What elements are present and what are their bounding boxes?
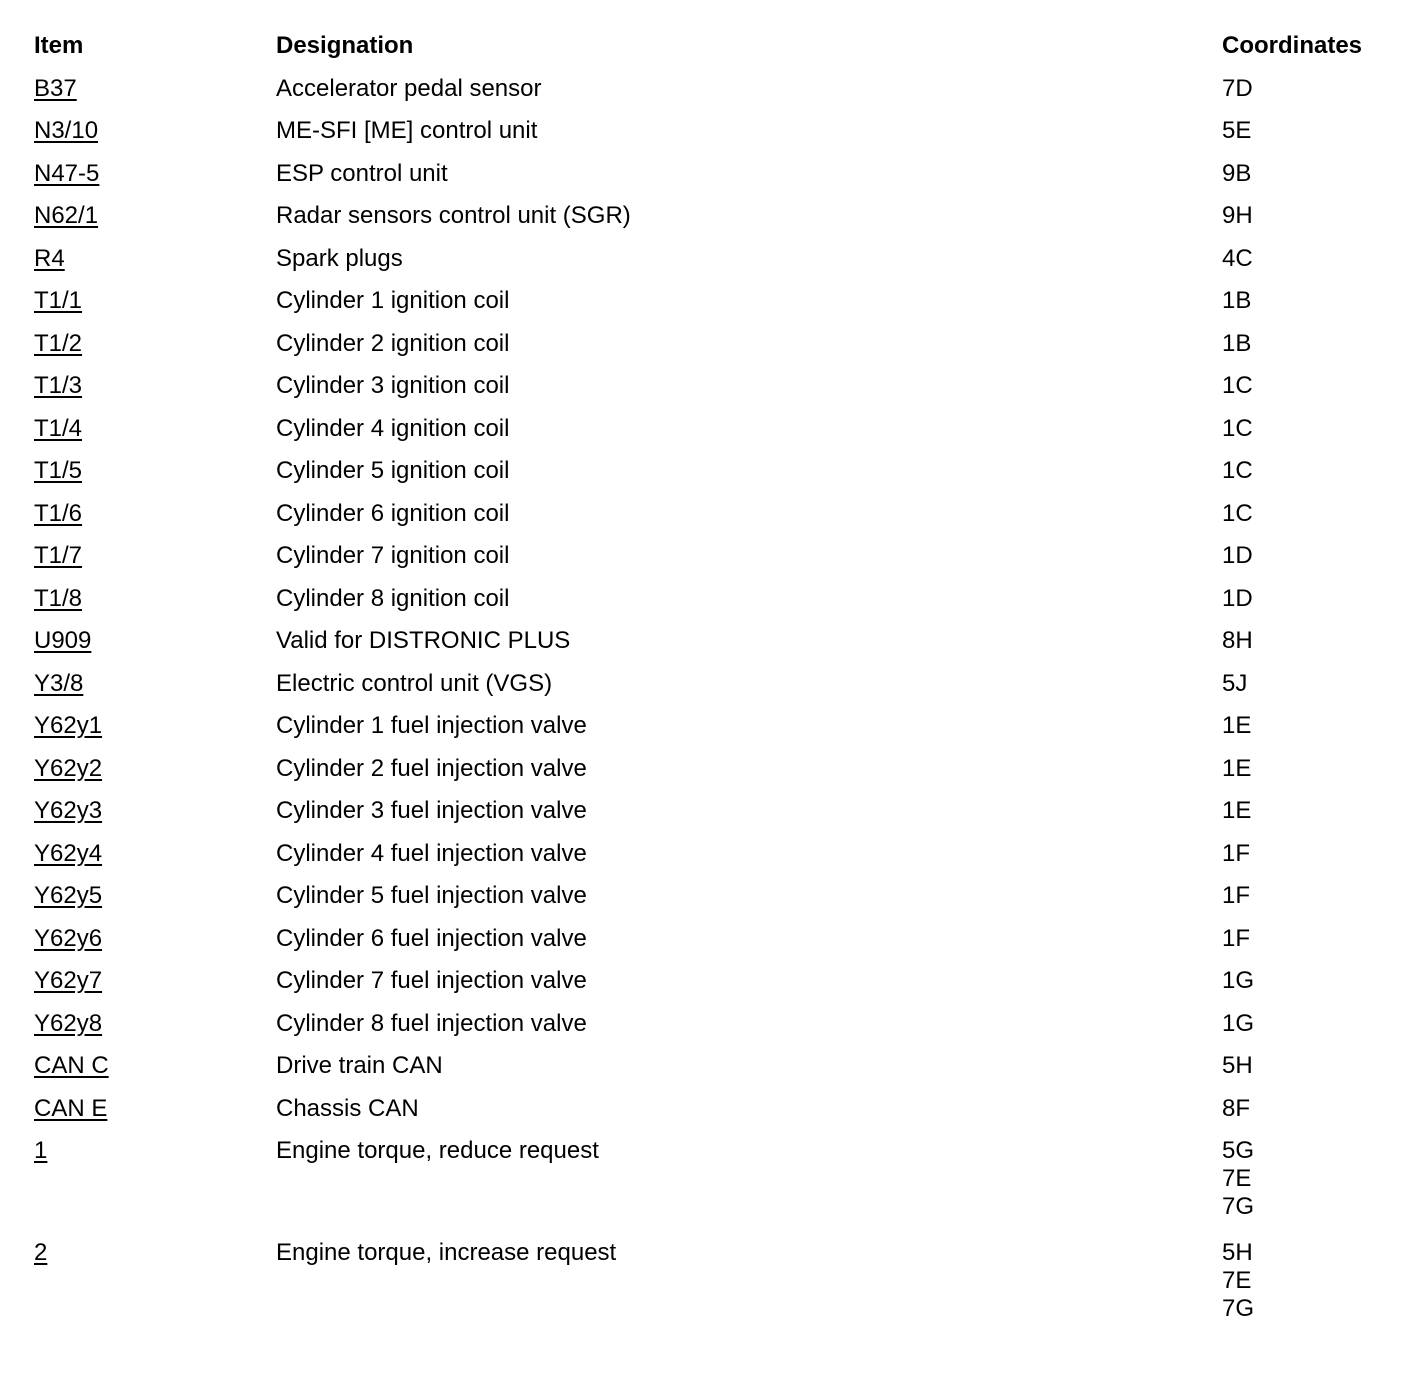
coordinate-value: 5G	[1222, 1137, 1255, 1164]
designation-cell: Cylinder 5 fuel injection valve	[276, 882, 587, 909]
item-cell	[34, 581, 276, 613]
table-row	[34, 666, 1384, 709]
item-link[interactable]: Y62y5	[34, 882, 103, 909]
table-row	[34, 751, 1384, 794]
item-cell	[34, 283, 276, 315]
coordinate-value: 1E	[1222, 797, 1252, 824]
item-cell	[34, 708, 276, 740]
item-cell	[34, 921, 276, 953]
item-link[interactable]: Y62y3	[34, 797, 103, 824]
table-row	[34, 1048, 1384, 1091]
designation-cell: Chassis CAN	[276, 1094, 419, 1122]
item-link[interactable]: U909	[34, 627, 92, 654]
item-link[interactable]: Y62y7	[34, 967, 103, 994]
table-row	[34, 836, 1384, 879]
coordinate-value: 1G	[1222, 967, 1255, 994]
coordinates-cell	[1222, 368, 1384, 400]
coordinates-cell	[1222, 198, 1384, 230]
designation-cell: Cylinder 6 fuel injection valve	[276, 924, 587, 952]
coordinate-value: 7G	[1222, 1193, 1255, 1220]
header-designation: Designation	[276, 32, 414, 59]
item-cell	[34, 1091, 276, 1123]
coordinate-value: 1G	[1222, 1009, 1255, 1037]
item-cell	[34, 836, 276, 868]
table-row	[34, 623, 1384, 666]
item-link[interactable]: T1/8	[34, 584, 83, 612]
coordinate-value: 1F	[1222, 924, 1251, 952]
coordinates-cell	[1222, 581, 1384, 613]
coordinates-cell	[1222, 283, 1384, 315]
item-cell	[34, 411, 276, 443]
item-link[interactable]: Y62y8	[34, 1009, 103, 1037]
designation-cell: Drive train CAN	[276, 1052, 443, 1079]
coordinates-cell	[1222, 113, 1384, 145]
table-row	[34, 113, 1384, 156]
coordinates-cell	[1222, 1006, 1384, 1038]
table-row	[34, 453, 1384, 496]
item-link[interactable]: T1/1	[34, 287, 83, 314]
designation-cell: Cylinder 1 ignition coil	[276, 287, 510, 314]
table-row	[34, 156, 1384, 199]
item-link[interactable]: B37	[34, 74, 77, 102]
coordinates-cell	[1222, 1091, 1384, 1123]
coordinate-value: 5E	[1222, 117, 1252, 144]
table-row	[34, 793, 1384, 836]
item-link[interactable]: CAN C	[34, 1052, 109, 1079]
designation-cell: ME-SFI [ME] control unit	[276, 117, 538, 144]
item-link[interactable]: Y62y1	[34, 712, 103, 739]
designation-cell: Engine torque, reduce request	[276, 1137, 599, 1164]
designation-cell: Cylinder 8 fuel injection valve	[276, 1009, 587, 1037]
coordinates-cell	[1222, 751, 1384, 783]
item-cell	[34, 368, 276, 400]
coordinate-value: 4C	[1222, 244, 1253, 272]
coordinate-value: 1F	[1222, 882, 1251, 909]
table-row	[34, 1006, 1384, 1049]
item-link[interactable]: R4	[34, 244, 65, 272]
coordinate-value: 5H	[1222, 1239, 1253, 1266]
item-link[interactable]: N47-5	[34, 159, 100, 187]
coordinate-value: 5J	[1222, 669, 1248, 697]
coordinate-value: 5H	[1222, 1052, 1253, 1079]
header-item: Item	[34, 32, 84, 59]
item-cell	[34, 1235, 276, 1267]
coordinate-value: 7G	[1222, 1295, 1255, 1322]
coordinate-value: 1B	[1222, 287, 1252, 314]
item-link[interactable]: N3/10	[34, 117, 99, 144]
item-cell	[34, 326, 276, 358]
coordinate-value: 1F	[1222, 839, 1251, 867]
coordinate-value: 9B	[1222, 159, 1252, 187]
table-row	[34, 326, 1384, 369]
designation-cell: Cylinder 7 fuel injection valve	[276, 967, 587, 994]
table-row	[34, 368, 1384, 411]
table-header	[34, 28, 1384, 71]
designation-cell: Radar sensors control unit (SGR)	[276, 202, 631, 229]
item-link[interactable]: Y3/8	[34, 669, 84, 697]
table-row	[34, 198, 1384, 241]
item-cell	[34, 623, 276, 655]
coordinate-value: 1E	[1222, 712, 1252, 739]
coordinate-value: 8H	[1222, 627, 1253, 654]
legend-table	[34, 28, 1384, 1337]
coordinate-value: 7E	[1222, 1267, 1252, 1294]
table-row	[34, 283, 1384, 326]
designation-cell: Cylinder 4 ignition coil	[276, 414, 510, 442]
item-cell	[34, 241, 276, 273]
item-cell	[34, 113, 276, 145]
coordinate-value: 8F	[1222, 1094, 1251, 1122]
header-coordinates: Coordinates	[1222, 32, 1363, 59]
table-row	[34, 708, 1384, 751]
coordinates-cell	[1222, 793, 1384, 825]
item-link[interactable]: T1/2	[34, 329, 83, 357]
coordinate-value: 1D	[1222, 542, 1253, 569]
item-cell	[34, 1006, 276, 1038]
table-row	[34, 538, 1384, 581]
item-link[interactable]: T1/7	[34, 542, 83, 569]
designation-cell: Cylinder 6 ignition coil	[276, 499, 510, 527]
designation-cell: ESP control unit	[276, 159, 448, 187]
item-link[interactable]: N62/1	[34, 202, 99, 229]
coordinates-cell	[1222, 538, 1384, 570]
designation-cell: Engine torque, increase request	[276, 1239, 617, 1266]
item-cell	[34, 198, 276, 230]
item-cell	[34, 496, 276, 528]
coordinates-cell	[1222, 326, 1384, 358]
table-body	[34, 71, 1384, 1338]
coordinates-cell	[1222, 71, 1384, 103]
coordinate-value: 1B	[1222, 329, 1252, 357]
item-cell	[34, 453, 276, 485]
item-cell	[34, 156, 276, 188]
item-cell	[34, 793, 276, 825]
coordinate-value: 1C	[1222, 457, 1253, 484]
designation-cell: Cylinder 2 ignition coil	[276, 329, 510, 357]
coordinates-cell	[1222, 1133, 1384, 1221]
item-cell	[34, 666, 276, 698]
coordinate-value: 1C	[1222, 499, 1253, 527]
designation-cell: Cylinder 7 ignition coil	[276, 542, 510, 569]
coordinates-cell	[1222, 1048, 1384, 1080]
coordinate-value: 7E	[1222, 1165, 1252, 1192]
coordinates-cell	[1222, 453, 1384, 485]
item-link[interactable]: 1	[34, 1137, 48, 1164]
coordinates-cell	[1222, 708, 1384, 740]
designation-cell: Spark plugs	[276, 244, 403, 272]
item-cell	[34, 751, 276, 783]
item-link[interactable]: CAN E	[34, 1094, 108, 1122]
coordinate-value: 9H	[1222, 202, 1253, 229]
table-row	[34, 1091, 1384, 1134]
designation-cell: Cylinder 5 ignition coil	[276, 457, 510, 484]
coordinate-value: 1E	[1222, 754, 1252, 782]
item-link[interactable]: 2	[34, 1239, 48, 1266]
item-cell	[34, 878, 276, 910]
table-row	[34, 921, 1384, 964]
table-row	[34, 1133, 1384, 1235]
coordinates-cell	[1222, 1235, 1384, 1323]
coordinates-cell	[1222, 411, 1384, 443]
designation-cell: Cylinder 3 ignition coil	[276, 372, 510, 399]
designation-cell: Cylinder 8 ignition coil	[276, 584, 510, 612]
item-link[interactable]: Y62y6	[34, 924, 103, 952]
table-row	[34, 963, 1384, 1006]
coordinates-cell	[1222, 623, 1384, 655]
designation-cell: Cylinder 3 fuel injection valve	[276, 797, 587, 824]
table-row	[34, 878, 1384, 921]
designation-cell: Electric control unit (VGS)	[276, 669, 553, 697]
item-cell	[34, 1133, 276, 1165]
coordinate-value: 1C	[1222, 372, 1253, 399]
coordinate-value: 1D	[1222, 584, 1253, 612]
item-cell	[34, 1048, 276, 1080]
designation-cell: Cylinder 1 fuel injection valve	[276, 712, 587, 739]
table-row	[34, 71, 1384, 114]
table-row	[34, 241, 1384, 284]
designation-cell: Cylinder 4 fuel injection valve	[276, 839, 587, 867]
item-link[interactable]: T1/6	[34, 499, 83, 527]
item-link[interactable]: T1/5	[34, 457, 83, 484]
coordinates-cell	[1222, 156, 1384, 188]
coordinates-cell	[1222, 963, 1384, 995]
item-link[interactable]: Y62y2	[34, 754, 103, 782]
item-cell	[34, 963, 276, 995]
designation-cell: Accelerator pedal sensor	[276, 74, 542, 102]
table-row	[34, 411, 1384, 454]
item-link[interactable]: T1/3	[34, 372, 83, 399]
coordinates-cell	[1222, 666, 1384, 698]
item-link[interactable]: T1/4	[34, 414, 83, 442]
table-row	[34, 1235, 1384, 1337]
coordinates-cell	[1222, 836, 1384, 868]
designation-cell: Cylinder 2 fuel injection valve	[276, 754, 587, 782]
coordinates-cell	[1222, 241, 1384, 273]
item-cell	[34, 71, 276, 103]
coordinate-value: 1C	[1222, 414, 1253, 442]
designation-cell: Valid for DISTRONIC PLUS	[276, 627, 571, 654]
table-row	[34, 496, 1384, 539]
item-cell	[34, 538, 276, 570]
item-link[interactable]: Y62y4	[34, 839, 103, 867]
coordinates-cell	[1222, 921, 1384, 953]
table-row	[34, 581, 1384, 624]
coordinates-cell	[1222, 878, 1384, 910]
coordinate-value: 7D	[1222, 74, 1253, 102]
coordinates-cell	[1222, 496, 1384, 528]
